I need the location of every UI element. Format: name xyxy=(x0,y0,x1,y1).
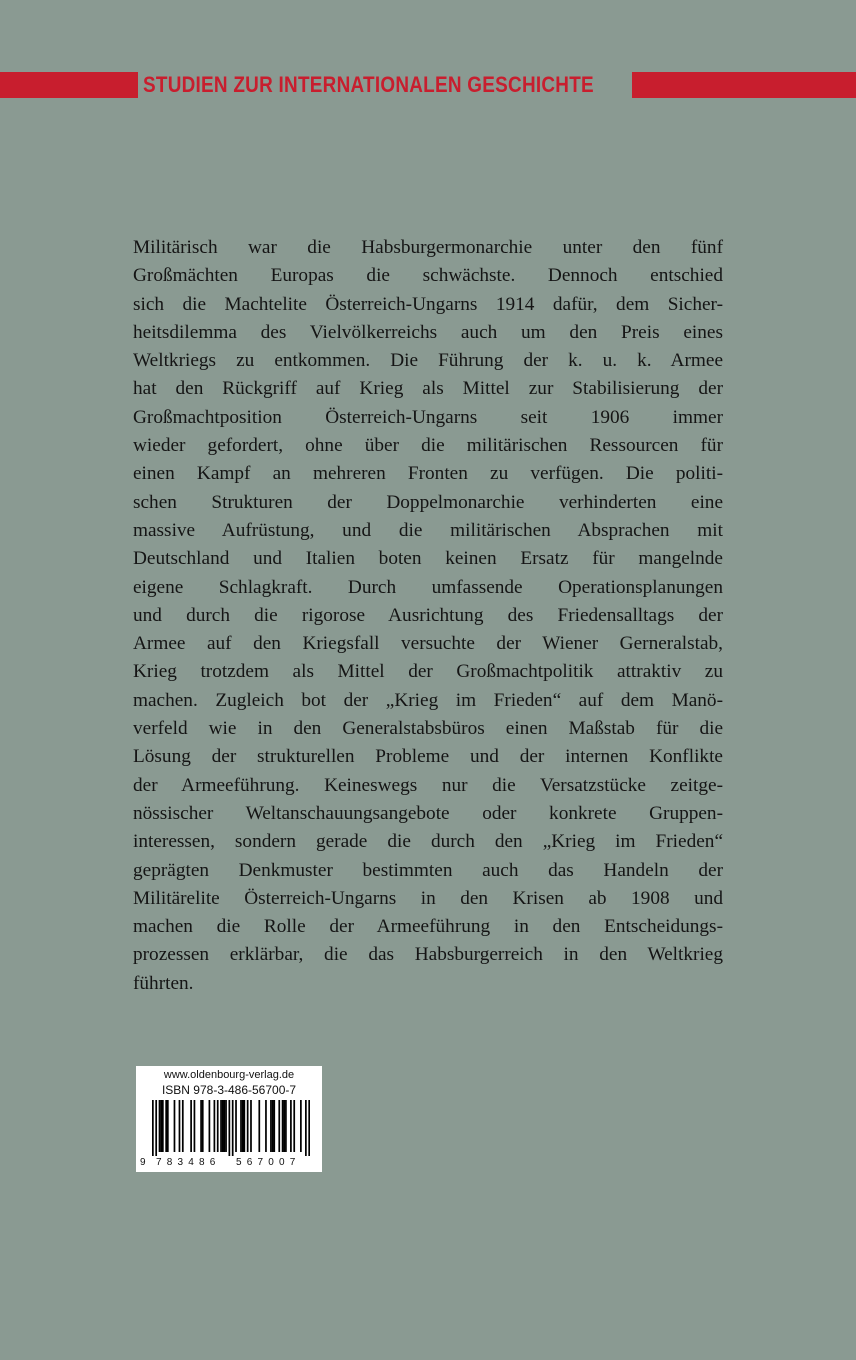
blurb-line: sich die Machtelite Österreich-Ungarns 1914 dafür, dem Sicher- xyxy=(133,293,723,315)
barcode-bar xyxy=(190,1100,192,1152)
blurb-line: Großmachtposition Österreich-Ungarns seit 1906 immer xyxy=(133,406,723,428)
blurb-line: eigene Schlagkraft. Durch umfassende Operationsplanungen xyxy=(133,576,723,598)
series-title: STUDIEN ZUR INTERNATIONALEN GESCHICHTE xyxy=(143,72,594,97)
blurb-line: Deutschland und Italien boten keinen Ersatz für mangelnde xyxy=(133,548,723,570)
blurb-line: schen Strukturen der Doppelmonarchie verhinderten eine xyxy=(133,491,723,513)
barcode-bar xyxy=(242,1100,244,1152)
blurb-line: interessen, sondern gerade die durch den „Krieg im Frieden“ xyxy=(133,831,723,853)
barcode-bar xyxy=(240,1100,242,1152)
back-cover-blurb xyxy=(133,234,723,998)
barcode-bar xyxy=(162,1100,164,1152)
barcode-bar xyxy=(209,1100,211,1152)
blurb-line: nössischer Weltanschauungsangebote oder konkrete Gruppen- xyxy=(133,802,723,824)
barcode-bar xyxy=(243,1100,245,1152)
blurb-line: prozessen erklärbar, die das Habsburgerreich in den Weltkrieg xyxy=(133,944,723,966)
barcode-bar xyxy=(202,1100,204,1152)
blurb-line: heitsdilemma des Vielvölkerreichs auch um den Preis eines xyxy=(133,321,723,343)
barcode-bar xyxy=(300,1100,302,1152)
barcode-digit-first: 9 xyxy=(140,1157,146,1168)
barcode-bar xyxy=(247,1100,249,1152)
barcode-bar xyxy=(220,1100,222,1152)
blurb-line: einen Kampf an mehreren Fronten zu verfügen. Die politi- xyxy=(133,463,723,485)
blurb-line: und durch die rigorose Ausrichtung des Friedensalltags der xyxy=(133,604,723,626)
barcode-bar xyxy=(265,1100,267,1152)
blurb-line: Armee auf den Kriegsfall versuchte der Wiener Gerneralstab, xyxy=(133,633,723,655)
barcode-bar xyxy=(308,1100,310,1156)
barcode-bar xyxy=(217,1100,219,1152)
barcode-bar xyxy=(285,1100,287,1152)
barcode-bar xyxy=(179,1100,181,1152)
barcode-bar xyxy=(282,1100,284,1152)
barcode-bar xyxy=(222,1100,224,1152)
blurb-line: machen. Zugleich bot der „Krieg im Frieden“ auf dem Manö- xyxy=(133,689,723,711)
blurb-line-last: führten. xyxy=(133,972,194,994)
barcode-bar xyxy=(250,1100,252,1152)
blurb-line: Krieg trotzdem als Mittel der Großmachtpolitik attraktiv zu xyxy=(133,661,723,683)
barcode-bar xyxy=(165,1100,167,1152)
barcode-bar xyxy=(167,1100,169,1152)
barcode-bar xyxy=(229,1100,231,1156)
barcode-bar xyxy=(174,1100,176,1152)
publisher-url: www.oldenbourg-verlag.de xyxy=(163,1069,295,1081)
barcode-bar xyxy=(152,1100,154,1156)
barcode-bar xyxy=(160,1100,162,1152)
barcode-bar xyxy=(182,1100,184,1152)
blurb-line: Weltkriegs zu entkommen. Die Führung der k. u. k. Armee xyxy=(133,350,723,372)
blurb-line: der Armeeführung. Keineswegs nur die Versatzstücke zeitge- xyxy=(133,774,723,796)
barcode-digits-left: 783486 xyxy=(156,1157,221,1168)
series-band-right-stripe xyxy=(632,72,856,98)
blurb-line: Militärelite Österreich-Ungarns in den Krisen ab 1908 und xyxy=(133,887,723,909)
barcode-bar xyxy=(224,1100,226,1152)
barcode-bars xyxy=(152,1100,310,1156)
barcode-bar xyxy=(155,1100,157,1156)
blurb-line: machen die Rolle der Armeeführung in den Entscheidungs- xyxy=(133,916,723,938)
barcode-bar xyxy=(232,1100,234,1156)
blurb-line: Großmächten Europas die schwächste. Dennoch entschied xyxy=(133,265,723,287)
series-band-left-stripe xyxy=(0,72,138,98)
barcode-bar xyxy=(305,1100,307,1156)
barcode-bar xyxy=(278,1100,280,1152)
blurb-line: Lösung der strukturellen Probleme und der internen Konflikte xyxy=(133,746,723,768)
barcode-bar xyxy=(225,1100,227,1152)
barcode-bar xyxy=(272,1100,274,1152)
barcode-bar xyxy=(293,1100,295,1152)
barcode-digits-right: 567007 xyxy=(236,1157,301,1168)
barcode-bar xyxy=(290,1100,292,1152)
isbn-number: ISBN 978-3-486-56700-7 xyxy=(161,1083,297,1097)
blurb-line: wieder gefordert, ohne über die militärischen Ressourcen für xyxy=(133,435,723,457)
barcode-bar xyxy=(194,1100,196,1152)
blurb-line: verfeld wie in den Generalstabsbüros einen Maßstab für die xyxy=(133,718,723,740)
blurb-line: geprägten Denkmuster bestimmten auch das Handeln der xyxy=(133,859,723,881)
barcode-bar xyxy=(283,1100,285,1152)
barcode-bar xyxy=(258,1100,260,1152)
barcode-bar xyxy=(270,1100,272,1152)
barcode-digits xyxy=(140,1157,318,1169)
barcode-bar xyxy=(273,1100,275,1152)
blurb-line: hat den Rückgriff auf Krieg als Mittel zur Stabilisierung der xyxy=(133,378,723,400)
barcode-bar xyxy=(214,1100,216,1152)
blurb-line: Militärisch war die Habsburgermonarchie unter den fünf xyxy=(133,237,723,258)
isbn-barcode-label xyxy=(136,1066,322,1172)
blurb-line: massive Aufrüstung, und die militärischen Absprachen mit xyxy=(133,519,723,541)
barcode-bar xyxy=(200,1100,202,1152)
barcode-bar xyxy=(159,1100,161,1152)
series-band xyxy=(0,72,856,98)
barcode-bar xyxy=(235,1100,237,1152)
